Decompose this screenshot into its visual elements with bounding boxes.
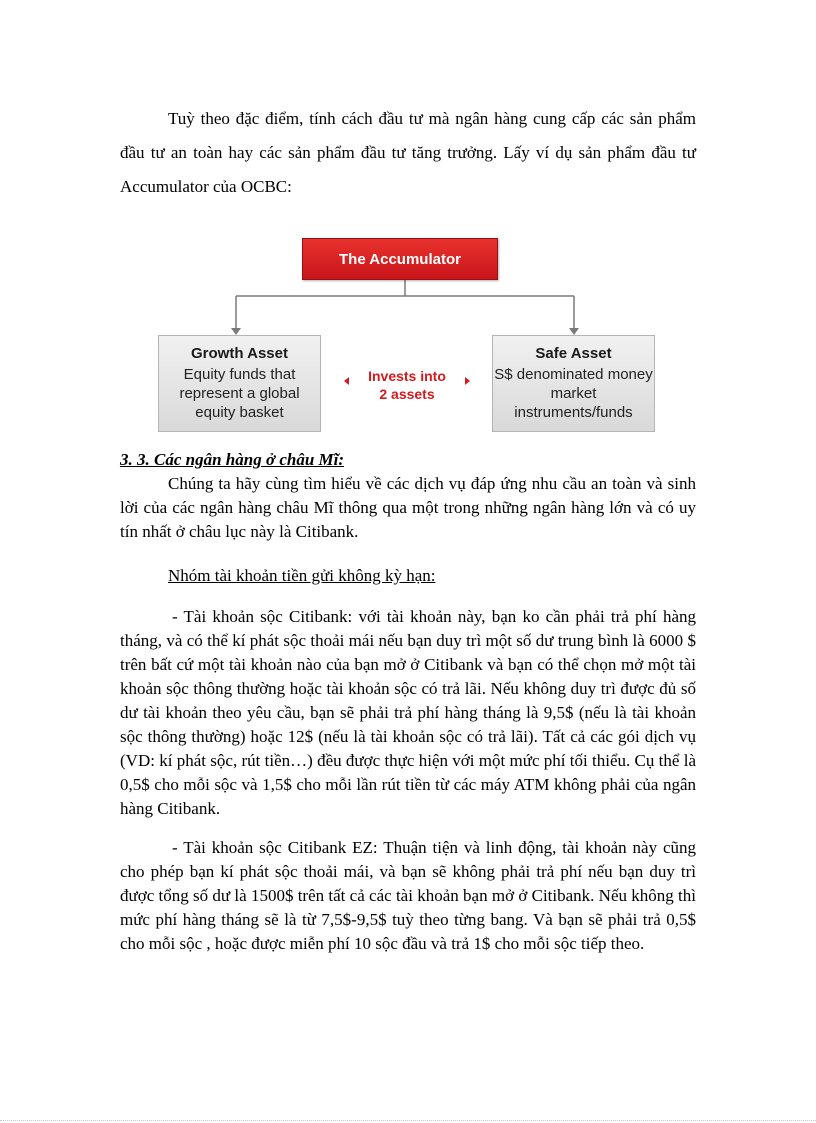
right-arrow-icon: [465, 377, 470, 385]
growth-asset-desc: Equity funds that represent a global equity basket: [179, 366, 300, 421]
accumulator-box: The Accumulator: [302, 238, 498, 280]
section-heading: 3. 3. Các ngân hàng ở châu Mĩ:: [120, 450, 345, 469]
invests-label: [340, 367, 474, 403]
section-intro-paragraph: Chúng ta hãy cùng tìm hiểu về các dịch vụ đáp ứng nhu cầu an toàn và sinh lời của các ngân hàng châu Mĩ thông qua một trong những ngân hàng lớn và có uy tín nhất ở châu lục này là Citibank.: [120, 474, 696, 541]
safe-asset-box: [492, 335, 655, 432]
invests-line-1: Invests into: [368, 368, 446, 384]
growth-asset-box: [158, 335, 321, 432]
page-bottom-border: [0, 1120, 816, 1121]
safe-asset-title: Safe Asset: [535, 345, 612, 362]
accumulator-diagram: [0, 0, 816, 460]
arrow-down-icon: [231, 328, 241, 335]
arrow-down-icon: [569, 328, 579, 335]
intro-paragraph: Tuỳ theo đặc điểm, tính cách đầu tư mà ngân hàng cung cấp các sản phẩm đầu tư an toàn hay các sản phẩm đầu tư tăng trưởng. Lấy ví dụ sản phẩm đầu tư Accumulator của OCBC:: [120, 109, 696, 196]
invests-line-2: 2 assets: [379, 386, 435, 402]
safe-asset-desc: S$ denominated money market instruments/funds: [494, 366, 653, 421]
citibank-checking-paragraph: - Tài khoản sộc Citibank: với tài khoản này, bạn ko cần phải trả phí hàng tháng, và có thể kí phát sộc thoải mái nếu bạn duy trì một số dư trung bình là 6000 $ trên bất cứ một tài khoản nào của bạn mở ở Citibank và bạn có thể chọn mở một tài khoản sộc thông thường hoặc tài khoản sộc có trả lãi. Nếu không duy trì được đủ số dư tài khoản theo yêu cầu, bạn sẽ phải trả phí hàng tháng là 9,5$ (nếu là tài khoản sộc thông thường) hoặc 12$ (nếu là tài khoản sộc có trả lãi). Tất cả các gói dịch vụ (VD: kí phát sộc, rút tiền…) đều được thực hiện với một mức phí tối thiểu. Cụ thể là 0,5$ cho mỗi sộc và 1,5$ cho mỗi lần rút tiền từ các máy ATM không phải của ngân hàng Citibank.: [120, 607, 696, 818]
growth-asset-title: Growth Asset: [191, 345, 288, 362]
citibank-ez-paragraph: - Tài khoản sộc Citibank EZ: Thuận tiện và linh động, tài khoản này cũng cho phép bạn kí phát sộc thoải mái, và bạn sẽ không phải trả phí nếu bạn duy trì được tổng số dư là 1500$ trên tất cả các tài khoản bạn mở ở Citibank. Nếu không thì mức phí hàng tháng sẽ là từ 7,5$-9,5$ tuỳ theo từng bang. Và bạn sẽ phải trả 0,5$ cho mỗi sộc , hoặc được miễn phí 10 sộc đầu và trả 1$ cho mỗi sộc tiếp theo.: [120, 838, 696, 953]
subheading: Nhóm tài khoản tiền gửi không kỳ hạn:: [168, 566, 436, 585]
